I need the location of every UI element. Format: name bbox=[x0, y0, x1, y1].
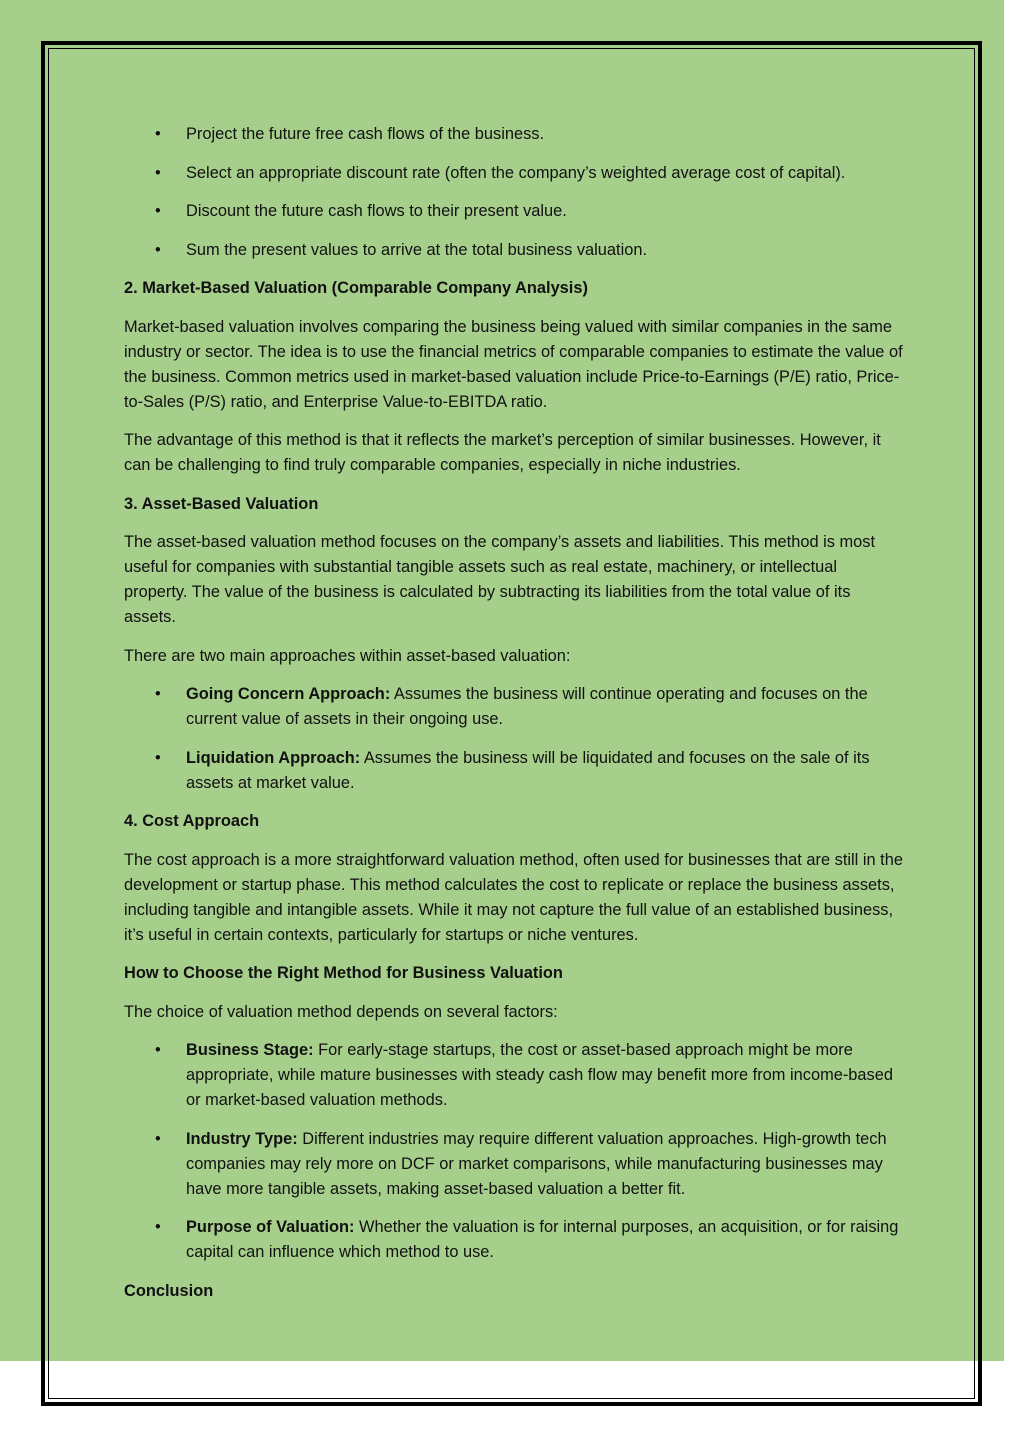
section-heading-cost-approach: 4. Cost Approach bbox=[124, 812, 260, 830]
bullet-icon: • bbox=[155, 125, 161, 143]
paragraph: The choice of valuation method depends on several factors: bbox=[124, 1002, 558, 1021]
section-heading-choose-method: How to Choose the Right Method for Business Valuation bbox=[124, 964, 563, 982]
list-item-term: Business Stage: bbox=[186, 1041, 314, 1059]
list-item-text: Sum the present values to arrive at the total business valuation. bbox=[186, 240, 648, 259]
bullet-icon: • bbox=[155, 240, 161, 259]
list-item bbox=[124, 1038, 904, 1113]
list-item bbox=[124, 1127, 904, 1202]
bullet-icon: • bbox=[155, 163, 161, 182]
asset-approaches-list bbox=[124, 682, 904, 796]
paragraph: The cost approach is a more straightforward valuation method, often used for businesses that are still in the development or startup phase. This method calculates the cost to replicate or replace the business assets, including tangible and intangible assets. While it may not capture the full value of an established business, it’s useful in certain contexts, particularly for startups or niche ventures. bbox=[124, 850, 903, 944]
bullet-icon: • bbox=[155, 202, 161, 220]
factors-list bbox=[124, 1038, 904, 1265]
list-item-term: Purpose of Valuation: bbox=[186, 1218, 355, 1236]
list-item-term: Going Concern Approach: bbox=[186, 685, 391, 703]
list-item bbox=[124, 122, 904, 147]
list-item-text: For early-stage startups, the cost or asset-based approach might be more appropriate, while mature businesses with steady cash flow may benefit more from income-based or market-based valuation methods. bbox=[186, 1041, 893, 1109]
list-item-text: Assumes the business will continue operating and focuses on the current value of assets in their ongoing use. bbox=[186, 685, 868, 728]
bullet-icon: • bbox=[155, 685, 161, 703]
list-item-term: Liquidation Approach: bbox=[186, 748, 361, 767]
bullet-icon: • bbox=[155, 748, 161, 767]
list-item-text: Different industries may require different valuation approaches. High-growth tech companies may rely more on DCF or market comparisons, while manufacturing businesses may have more tangible assets, making asset-based valuation a better fit. bbox=[186, 1129, 887, 1198]
list-item-text: Assumes the business will be liquidated and focuses on the sale of its assets at market value. bbox=[186, 748, 870, 792]
bullet-icon: • bbox=[155, 1129, 161, 1148]
list-item-text: Select an appropriate discount rate (often the company’s weighted average cost of capital). bbox=[186, 163, 846, 182]
list-item-term: Industry Type: bbox=[186, 1129, 298, 1148]
dcf-steps-list bbox=[124, 122, 904, 263]
bullet-icon: • bbox=[155, 1218, 161, 1236]
list-item bbox=[124, 746, 904, 796]
list-item bbox=[124, 199, 904, 224]
paragraph: There are two main approaches within asset-based valuation: bbox=[124, 646, 571, 665]
list-item bbox=[124, 682, 904, 732]
list-item bbox=[124, 1215, 904, 1265]
section-heading-market-based: 2. Market-Based Valuation (Comparable Company Analysis) bbox=[124, 279, 588, 297]
paragraph: The asset-based valuation method focuses on the company’s assets and liabilities. This method is most useful for companies with substantial tangible assets such as real estate, machinery, or intellectual property. The value of the business is calculated by subtracting its liabilities from the total value of its assets. bbox=[124, 533, 876, 626]
list-item-text: Whether the valuation is for internal purposes, an acquisition, or for raising capital can influence which method to use. bbox=[186, 1218, 899, 1261]
section-heading-conclusion: Conclusion bbox=[124, 1281, 214, 1300]
document-body bbox=[124, 122, 904, 1317]
paragraph: The advantage of this method is that it reflects the market’s perception of similar businesses. However, it can be challenging to find truly comparable companies, especially in niche industries. bbox=[124, 431, 881, 474]
section-heading-asset-based: 3. Asset-Based Valuation bbox=[124, 494, 319, 513]
bullet-icon: • bbox=[155, 1041, 161, 1059]
list-item-text: Project the future free cash flows of the business. bbox=[186, 125, 545, 143]
list-item bbox=[124, 161, 904, 186]
list-item-text: Discount the future cash flows to their present value. bbox=[186, 202, 567, 220]
paragraph: Market-based valuation involves comparing the business being valued with similar companies in the same industry or sector. The idea is to use the financial metrics of comparable companies to estimate the value of the business. Common metrics used in market-based valuation include Price-to-Earnings (P/E) ratio, Price-to-Sales (P/S) ratio, and Enterprise Value-to-EBITDA ratio. bbox=[124, 317, 903, 411]
list-item bbox=[124, 238, 904, 263]
